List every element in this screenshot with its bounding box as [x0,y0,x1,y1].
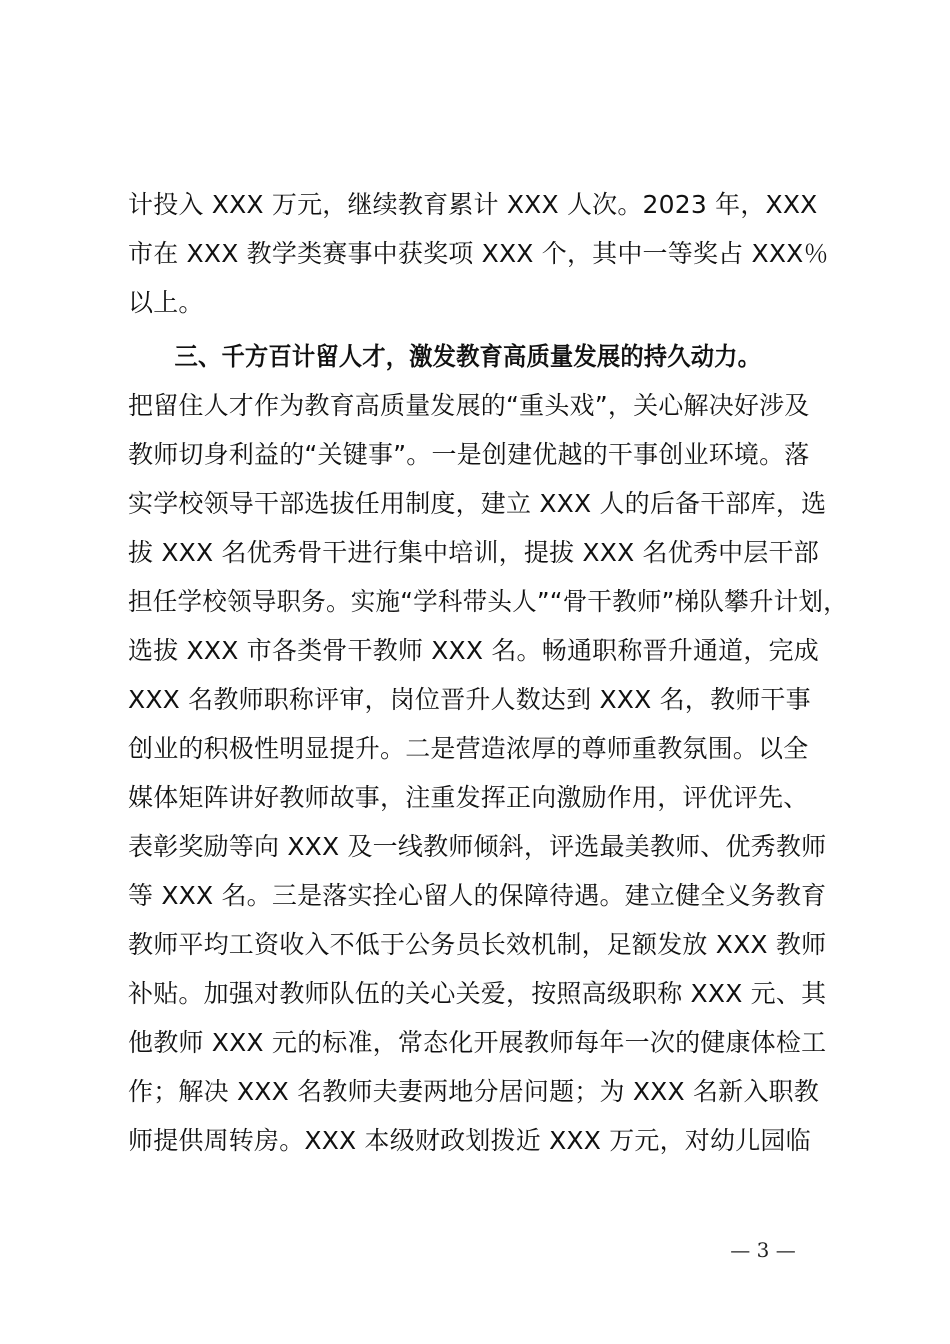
text-line: 作；解决 XXX 名教师夫妻两地分居问题；为 XXX 名新入职教 [128,1077,819,1106]
text-line: 实学校领导干部选拔任用制度，建立 XXX 人的后备干部库，选 [128,489,827,518]
text-line: 师提供周转房。XXX 本级财政划拨近 XXX 万元，对幼儿园临 [128,1126,811,1155]
text-line: 补贴。加强对教师队伍的关心关爱，按照高级职称 XXX 元、其 [128,979,827,1008]
text-line: 等 XXX 名。三是落实拴心留人的保障待遇。建立健全义务教育 [128,881,827,910]
text-line: 教师切身利益的“关键事”。一是创建优越的干事创业环境。落 [128,440,810,469]
text-line: 市在 XXX 教学类赛事中获奖项 XXX 个，其中一等奖占 XXX％ [128,239,829,268]
text-line: 把留住人才作为教育高质量发展的“重头戏”，关心解决好涉及 [128,391,810,420]
text-line: 表彰奖励等向 XXX 及一线教师倾斜，评选最美教师、优秀教师 [128,832,827,861]
text-line: 担任学校领导职务。实施“学科带头人”“骨干教师”梯队攀升计划， [128,587,848,616]
text-line: 以上。 [128,288,204,317]
section-three [128,332,848,1165]
text-line: 教师平均工资收入不低于公务员长效机制，足额发放 XXX 教师 [128,930,827,959]
text-line: 创业的积极性明显提升。二是营造浓厚的尊师重教氛围。以全 [128,734,809,763]
paragraph-continued [128,180,848,327]
page-number: — 3 — [730,1238,796,1262]
section-heading: 三、千方百计留人才，激发教育高质量发展的持久动力。 [174,342,762,371]
text-line: 媒体矩阵讲好教师故事，注重发挥正向激励作用，评优评先、 [128,783,809,812]
text-line: 计投入 XXX 万元，继续教育累计 XXX 人次。2023 年，XXX [128,190,818,219]
text-line: 他教师 XXX 元的标准，常态化开展教师每年一次的健康体检工 [128,1028,827,1057]
text-line: XXX 名教师职称评审，岗位晋升人数达到 XXX 名，教师干事 [128,685,811,714]
text-line: 选拔 XXX 市各类骨干教师 XXX 名。畅通职称晋升通道，完成 [128,636,819,665]
text-line: 拔 XXX 名优秀骨干进行集中培训，提拔 XXX 名优秀中层干部 [128,538,819,567]
